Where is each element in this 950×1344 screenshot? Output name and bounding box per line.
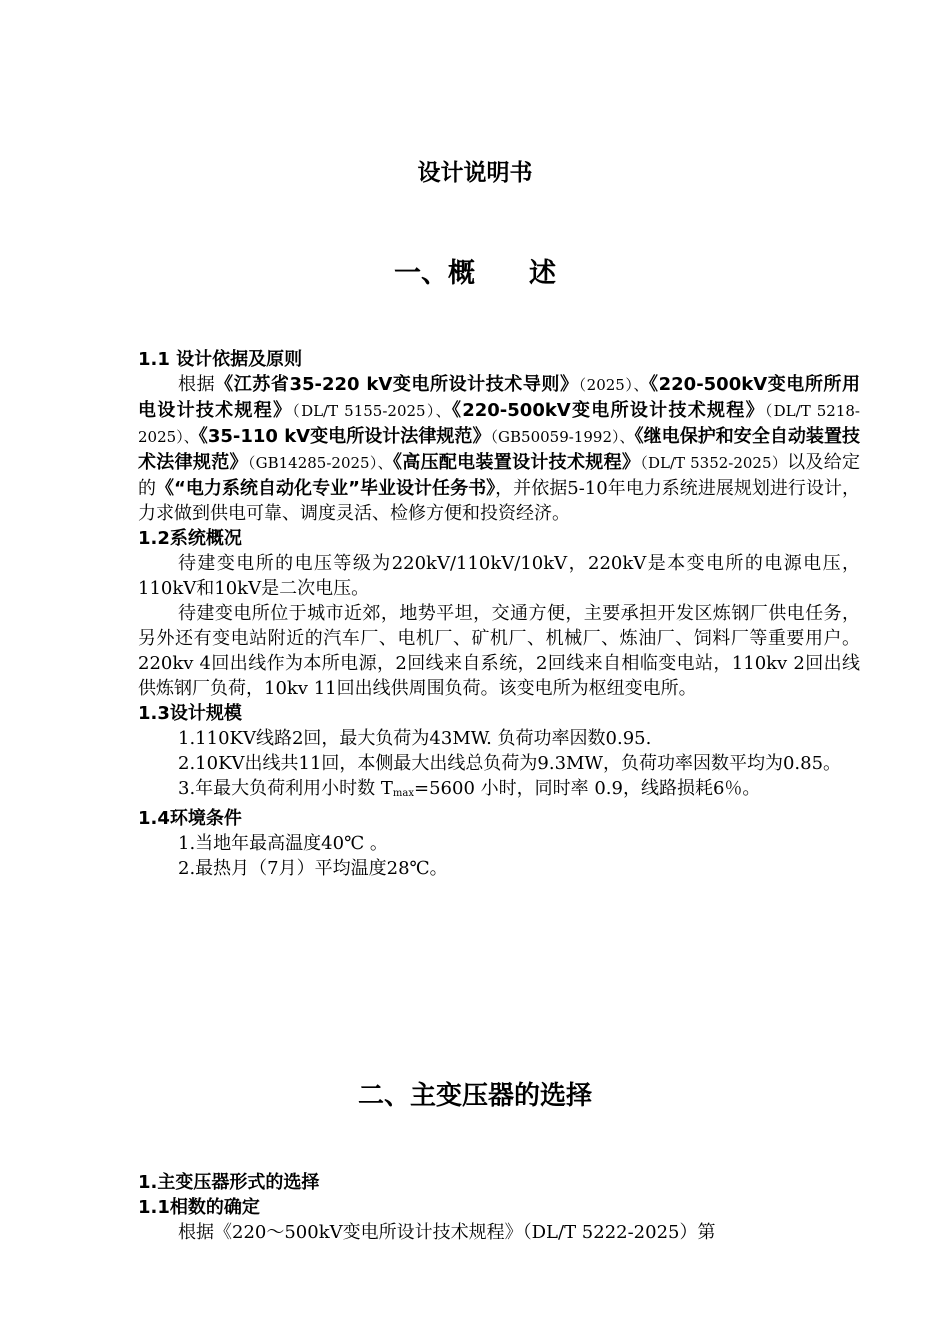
section-1-1-heading: 1.1 设计依据及原则 — [138, 349, 303, 370]
standard-title: 《江苏省35-220 kV变电所设计技术导则》 — [215, 374, 579, 395]
standard-code: （DL/T 5218-2025）、 — [138, 402, 860, 446]
section-1-2-paragraph-2: 待建变电所位于城市近郊，地势平坦，交通方便，主要承担开发区炼钢厂供电任务，另外还有变电站附近的汽车厂、电机厂、矿机厂、机械厂、炼油厂、饲料厂等重要用户。220kv 4回出线作为本所电源，2回线来自系统，2回线来自相临变电站，110kv 2回出线供炼钢厂负荷，10kv 11回出线供周围负荷。该变电所为枢纽变电所。 — [138, 603, 860, 699]
section-1-3-heading: 1.3设计规模 — [138, 703, 242, 724]
document-title: 设计说明书 — [417, 160, 533, 186]
standard-title: 《35-110 kV变电所设计法律规范》 — [198, 426, 491, 447]
section-1-4-item-2: 2.最热月（7月）平均温度28℃。 — [178, 858, 448, 879]
standard-title: 《高压配电装置设计技术规程》 — [392, 452, 641, 473]
section-1-3-item-3 — [138, 776, 860, 806]
section-1-4-heading: 1.4环境条件 — [138, 808, 242, 829]
section-2-1-heading: 1.主变压器形式的选择 — [138, 1172, 320, 1193]
standard-code: （GB50059-1992）、 — [490, 428, 635, 446]
text-run: 根据 — [178, 374, 216, 395]
section-1-2-paragraph-1: 待建变电所的电压等级为220kV/110kV/10kV，220kV是本变电所的电源电压，110kV和10kV是二次电压。 — [138, 553, 860, 599]
section-2-1-1-paragraph: 根据《220～500kV变电所设计技术规程》（DL/T 5222-2025）第 — [178, 1222, 716, 1243]
text-run: =5600 小时，同时率 0.9，线路损耗6％。 — [414, 778, 761, 799]
section-1-3-item-2: 2.10KV出线共11回，本侧最大出线总负荷为9.3MW，负荷功率因数平均为0.85。 — [178, 753, 842, 774]
section-1-body — [138, 347, 860, 881]
standard-code: （2025）、 — [578, 376, 650, 394]
standard-title: 《220-500kV变电所设计技术规程》 — [451, 400, 765, 421]
standard-title: 《220-500kV变电所所用电设计技术规程》 — [138, 374, 860, 421]
standard-code: （GB14285-2025）、 — [247, 454, 393, 472]
standard-code: （DL/T 5155-2025）、 — [292, 402, 452, 420]
text-run: 以及给定的 — [138, 452, 861, 499]
subscript: max — [392, 788, 414, 799]
section-2-1-1-heading: 1.1相数的确定 — [138, 1197, 260, 1218]
chapter-2-title: 二、主变压器的选择 — [357, 1081, 592, 1111]
section-1-4-item-1: 1.当地年最高温度40℃ 。 — [178, 833, 388, 854]
chapter-1-title: 一、概 述 — [394, 258, 556, 289]
section-2-body — [138, 1170, 860, 1245]
text-run: ，并依据5-10年电力系统进展规划进行设计，力求做到供电可靠、调度灵活、检修方便和投资经济。 — [138, 478, 861, 524]
section-1-2-heading: 1.2系统概况 — [138, 528, 242, 549]
section-1-3-item-1: 1.110KV线路2回，最大负荷为43MW. 负荷功率因数0.95. — [178, 728, 652, 749]
task-book-title: 《“电力系统自动化专业”毕业设计任务书》 — [156, 478, 496, 499]
standard-code: （DL/T 5352-2025） — [640, 454, 788, 472]
section-1-1-paragraph — [138, 372, 860, 526]
standard-title: 《继电保护和安全自动装置技术法律规范》 — [138, 426, 860, 473]
text-run: 3.年最大负荷利用小时数 T — [178, 778, 393, 799]
